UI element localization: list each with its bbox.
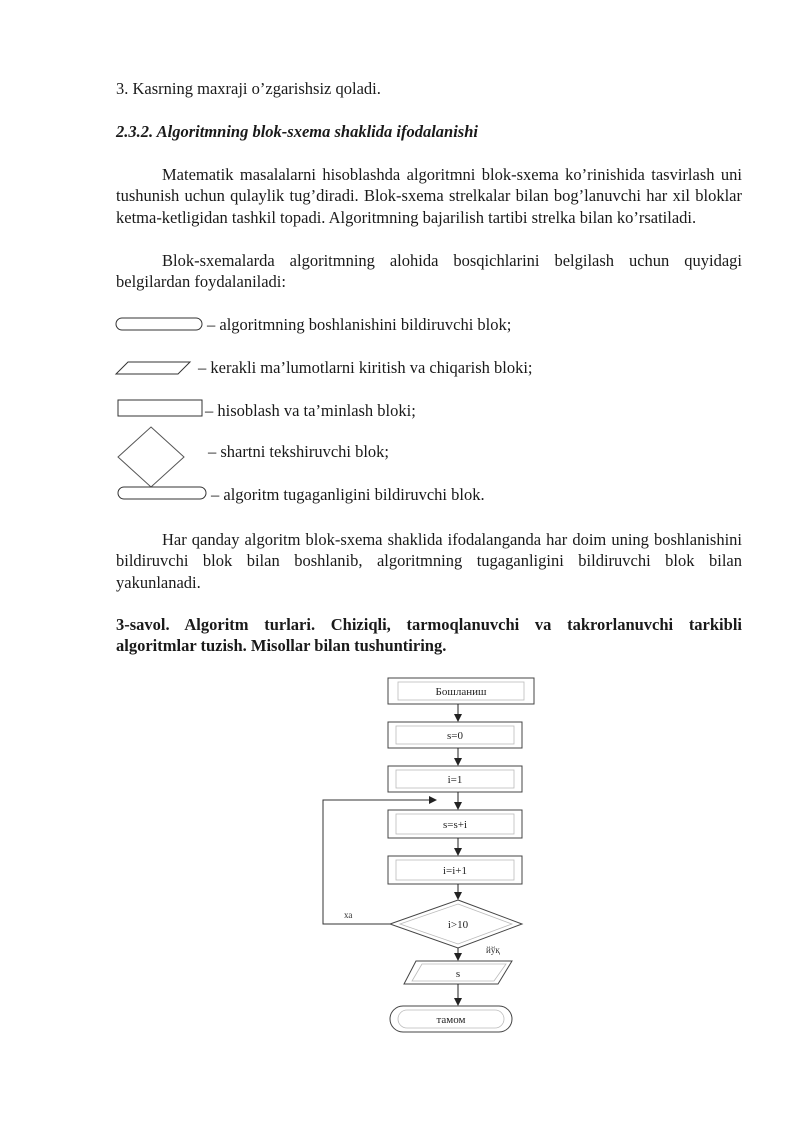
flowchart-s-init-label: s=0 (447, 730, 463, 742)
flowchart-end-label: тамом (436, 1014, 466, 1026)
flowchart-loop-arrow (323, 800, 436, 924)
decision-block-symbol (114, 424, 188, 490)
flowchart-condition-label: i>10 (447, 919, 469, 931)
legend-io-text: – kerakli ma’lumotlarni kiritish va chiqarish bloki; (198, 358, 533, 377)
intro-line: 3. Kasrning maxraji o’zgarishsiz qoladi. (116, 79, 381, 98)
flowchart-i-init-label: i=1 (447, 774, 463, 786)
flowchart-i-init-block (388, 766, 522, 792)
question-heading: 3-savol. Algoritm turlari. Chiziqli, tarmoqlanuvchi va takrorlanuvchi tarkibli algoritmlar tuzish. Misollar bilan tushuntiring. (116, 615, 742, 656)
start-block-symbol (114, 316, 206, 334)
paragraph-2: Blok-sxemalarda algoritmning alohida bosqichlarini belgilash uchun quyidagi belgilardan foydalaniladi: (116, 251, 742, 292)
legend-start-text: – algoritmning boshlanishini bildiruvchi blok; (207, 315, 512, 334)
flowchart-output-label: s (455, 968, 461, 980)
flowchart-start-block (388, 678, 534, 704)
end-block-symbol (116, 485, 210, 503)
flowchart-i-update-label: i=i+1 (442, 865, 468, 877)
legend-process-text: – hisoblash va ta’minlash bloki; (205, 401, 416, 420)
flowchart-s-update-label: s=s+i (442, 819, 468, 831)
flowchart-yes-label: йўқ (486, 945, 500, 955)
process-block-symbol (116, 398, 206, 420)
legend-end-text: – algoritm tugaganligini bildiruvchi blok. (211, 485, 485, 504)
flowchart-end-block (390, 1006, 512, 1032)
flowchart (318, 672, 536, 1038)
flowchart-output-block (404, 961, 512, 984)
flowchart-condition-block (390, 900, 522, 948)
io-block-symbol (114, 360, 194, 378)
legend-decision-text: – shartni tekshiruvchi blok; (208, 442, 390, 461)
flowchart-i-update-block (388, 856, 522, 884)
paragraph-1: Matematik masalalarni hisoblashda algoritmni blok-sxema ko’rinishida tasvirlash uni tushunish uchun qulaylik tug’diradi. Blok-sxema strelkalar bilan bog’lanuvchi har xil bloklar ketma-ketligidan tashkil topadi. Algoritmning bajarilish tartibi strelka bilan ko’rsatiladi. (116, 165, 742, 227)
paragraph-3: Har qanday algoritm blok-sxema shaklida ifodalanganda har doim uning boshlanishini bildiruvchi blok bilan boshlanib, algoritmning tugaganligini bildiruvchi blok bilan yakunlanadi. (116, 530, 742, 592)
flowchart-s-init-block (388, 722, 522, 748)
section-heading: 2.3.2. Algoritmning blok-sxema shaklida ifodalanishi (116, 122, 478, 141)
flowchart-s-update-block (388, 810, 522, 838)
flowchart-no-label: ха (344, 910, 353, 920)
flowchart-start-label: Бошланиш (435, 686, 487, 698)
